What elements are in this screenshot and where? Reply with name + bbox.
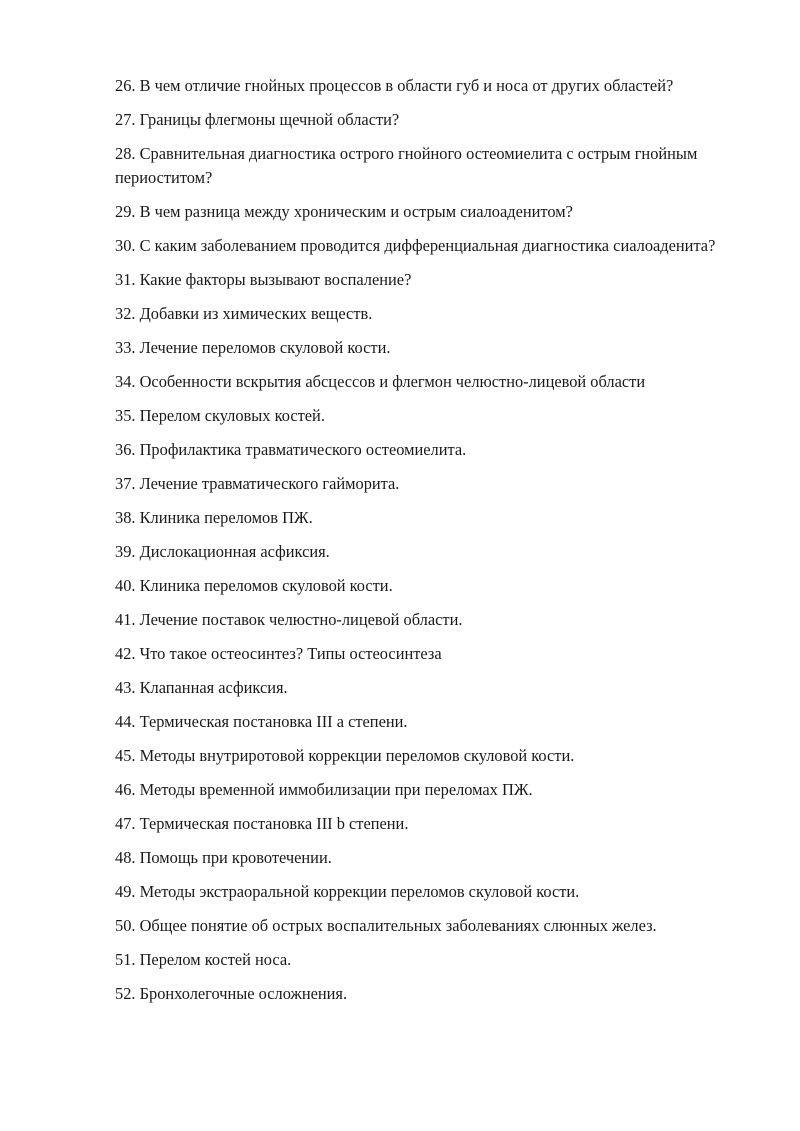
question-50: 50. Общее понятие об острых воспалительных заболеваниях слюнных желез. <box>115 916 657 935</box>
question-39: 39. Дислокационная асфиксия. <box>115 542 330 561</box>
question-34: 34. Особенности вскрытия абсцессов и флегмон челюстно-лицевой области <box>115 372 646 391</box>
question-29: 29. В чем разница между хроническим и острым сиалоаденитом? <box>115 202 573 221</box>
question-45: 45. Методы внутриротовой коррекции переломов скуловой кости. <box>115 746 575 765</box>
question-42: 42. Что такое остеосинтез? Типы остеосинтеза <box>115 644 442 663</box>
question-26: 26. В чем отличие гнойных процессов в области губ и носа от других областей? <box>115 76 674 95</box>
question-43: 43. Клапанная асфиксия. <box>115 678 288 697</box>
question-52: 52. Бронхолегочные осложнения. <box>115 984 348 1003</box>
question-49: 49. Методы экстраоральной коррекции переломов скуловой кости. <box>115 882 580 901</box>
question-38: 38. Клиника переломов ПЖ. <box>115 508 313 527</box>
question-list <box>115 74 745 1016</box>
question-48: 48. Помощь при кровотечении. <box>115 848 332 867</box>
question-51: 51. Перелом костей носа. <box>115 950 292 969</box>
question-28: 28. Сравнительная диагностика острого гнойного остеомиелита с острым гнойным периоститом? <box>115 144 698 187</box>
question-35: 35. Перелом скуловых костей. <box>115 406 325 425</box>
question-33: 33. Лечение переломов скуловой кости. <box>115 338 391 357</box>
question-47: 47. Термическая постановка III b степени. <box>115 814 409 833</box>
question-40: 40. Клиника переломов скуловой кости. <box>115 576 393 595</box>
question-41: 41. Лечение поставок челюстно-лицевой области. <box>115 610 463 629</box>
question-31: 31. Какие факторы вызывают воспаление? <box>115 270 412 289</box>
question-44: 44. Термическая постановка III a степени. <box>115 712 408 731</box>
question-46: 46. Методы временной иммобилизации при переломах ПЖ. <box>115 780 533 799</box>
question-36: 36. Профилактика травматического остеомиелита. <box>115 440 467 459</box>
question-30: 30. С каким заболеванием проводится дифференциальная диагностика сиалоаденита? <box>115 236 716 255</box>
question-32: 32. Добавки из химических веществ. <box>115 304 373 323</box>
question-27: 27. Границы флегмоны щечной области? <box>115 110 400 129</box>
question-37: 37. Лечение травматического гайморита. <box>115 474 400 493</box>
